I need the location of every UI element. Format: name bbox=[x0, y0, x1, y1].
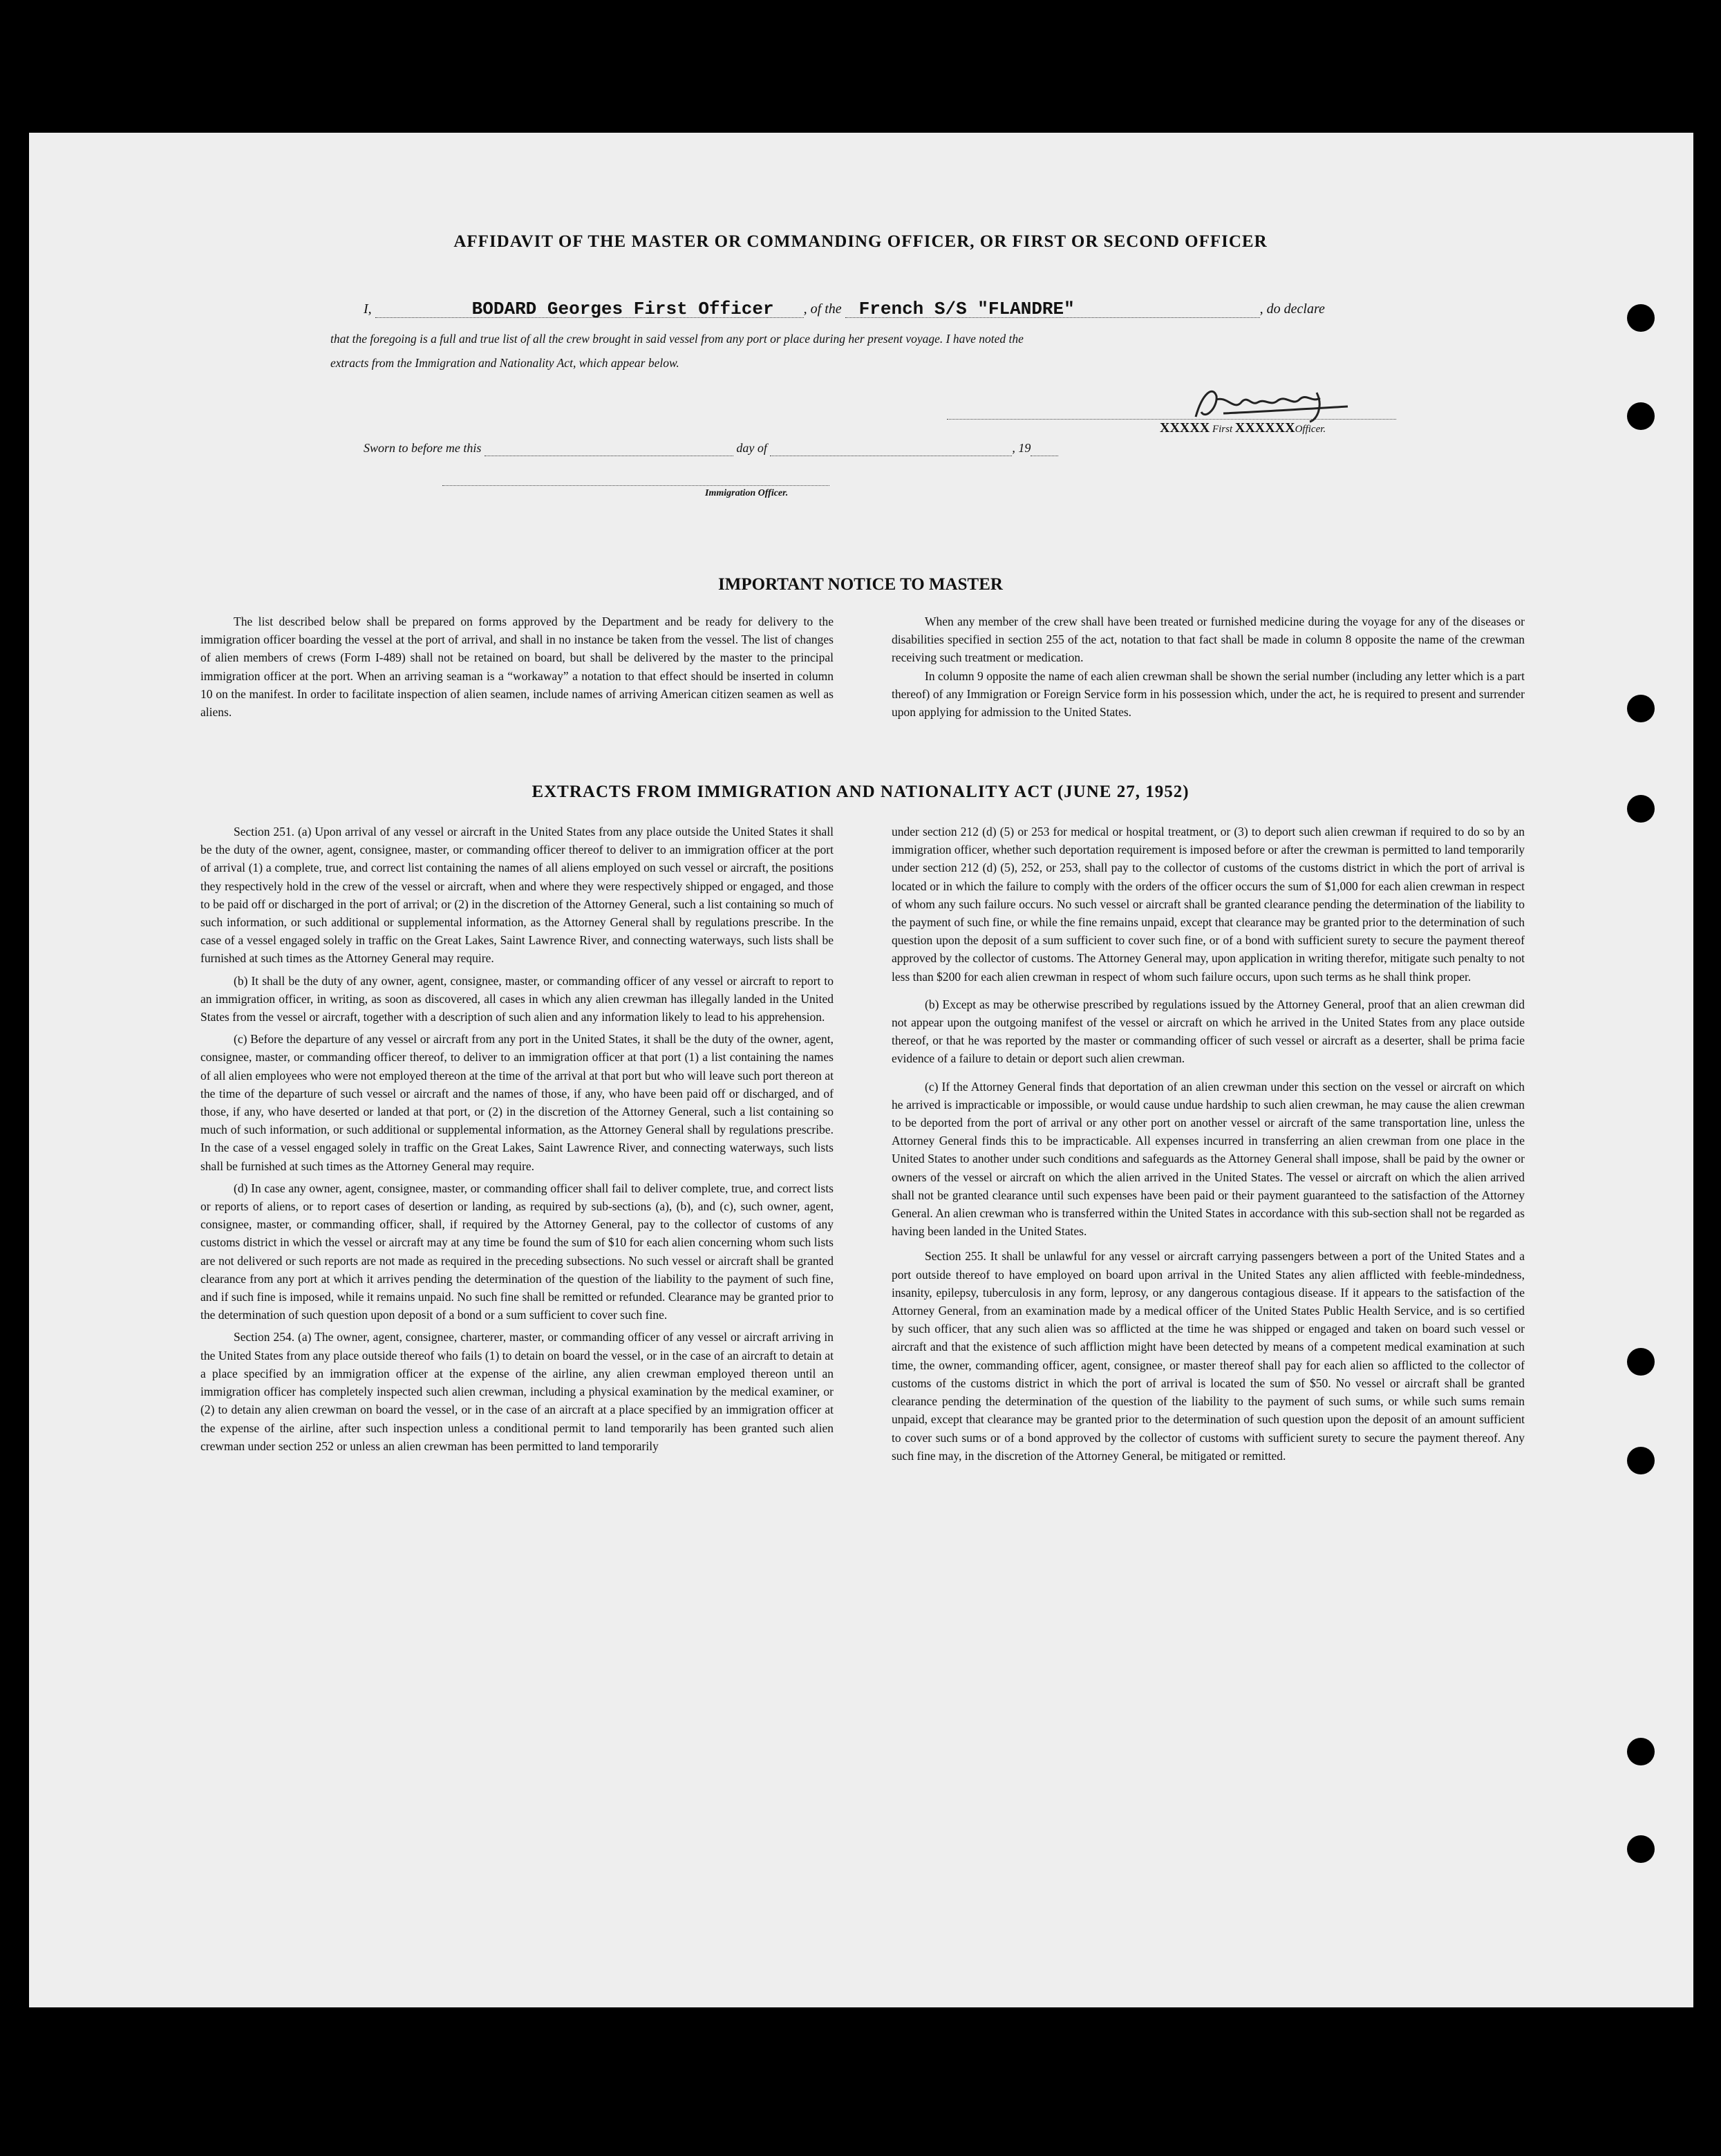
sworn-label: Sworn to before me this bbox=[364, 441, 482, 455]
immigration-officer-label: Immigration Officer. bbox=[705, 488, 789, 498]
extracts-title: EXTRACTS FROM IMMIGRATION AND NATIONALITY ACT (JUNE 27, 1952) bbox=[532, 782, 1189, 801]
officer-label: Officer. bbox=[1295, 424, 1326, 435]
notice-right-paragraph-1: When any member of the crew shall have been treated or furnished medicine during the voyage for any of the diseases or disabilities specified in section 255 of the act, notation to that fact shall be made in column 8 opposite the name of the crewman receiving such treatment or medication. bbox=[892, 615, 1525, 665]
vessel-name: French S/S "FLANDRE" bbox=[858, 299, 1075, 319]
binder-hole bbox=[1627, 1348, 1655, 1376]
declaration-prefix: I, bbox=[364, 301, 372, 317]
section-254-a-continued: under section 212 (d) (5) or 253 for medical or hospital treatment, or (3) to deport such alien crewman if required to do so by an immigration officer, whether such deportation requirement is imposed before or after the crewman is permitted to land temporarily under section 212 (d) (5), 252, or 253, shall pay to the collector of customs of the customs district in which the port of arrival is located or in which the failure to comply with the orders of the officer occurs the sum of $1,000 for each alien crewman in respect of whom any such failure occurs. No such vessel or aircraft shall be granted clearance pending the determination of the liability to the payment of such fine, or while the fine remains unpaid, except that clearance may be granted prior to the determination of such question upon the deposit of a sum sufficient to cover such fine, or of a bond with sufficient surety to secure the payment thereof approved by the collector of customs. The Attorney General may, upon application in writing therefor, mitigate such penalty to not less than $200 for each alien crewman in respect of whom such failure occurs, upon such terms as he shall think proper. bbox=[892, 825, 1525, 984]
year-prefix: 19 bbox=[1018, 441, 1031, 455]
notice-title: IMPORTANT NOTICE TO MASTER bbox=[718, 575, 1003, 594]
declaration-line-3: extracts from the Immigration and Nationality Act, which appear below. bbox=[330, 356, 679, 370]
binder-hole bbox=[1627, 1835, 1655, 1863]
section-251-b: (b) It shall be the duty of any owner, agent, consignee, master, or commanding officer of any vessel or aircraft to report to an immigration officer, in writing, as soon as discovered, all cases in which any alien crewman has illegally landed in the United States from the vessel or aircraft, together with a description of such alien and any information likely to lead to his apprehension. bbox=[200, 973, 834, 1024]
section-254-a: Section 254. (a) The owner, agent, consignee, charterer, master, or commanding officer of any vessel or aircraft arriving in the United States from any place outside thereof who fails (1) to detain on board the vessel, or in the case of an aircraft to detain at a place specified by an immigration officer at the expense of the airline, any alien crewman employed thereon until an immigration officer has completely inspected such alien crewman, including a physical examination by the medical examiner, or (2) to detain any alien crewman on board the vessel, or in the case of an aircraft at a place specified by an immigration officer at the expense of the airline, after such inspection unless a conditional permit to land temporarily has been granted such alien crewman under section 252 or unless an alien crewman has been permitted to land temporarily bbox=[200, 1330, 834, 1453]
declarant-field bbox=[375, 301, 804, 318]
extracts-right-column bbox=[892, 823, 1525, 1465]
section-251-c: (c) Before the departure of any vessel or aircraft from any port in the United States, it shall be the duty of the owner, agent, consignee, master, or commanding officer thereof, to deliver to an immigration officer at that port (1) a list containing the names of all alien employees who were not employed thereon at the time of the arrival at that port but who will leave such port thereon at the time of the departure of such vessel or aircraft and the names of those, if any, who have been paid off or discharged, and of those, if any, who have deserted or landed at that port, or (2) in the discretion of the Attorney General, such a list containing so much of such information, or such additional or supplemental information, as the Attorney General shall by regulations prescribe. In the case of a vessel engaged solely in traffic on the Great Lakes, Saint Lawrence River, and connecting waterways, such lists shall be furnished at such times as the Attorney General may require. bbox=[200, 1032, 834, 1173]
signature-caption bbox=[1160, 420, 1326, 436]
notice-right-paragraph-2: In column 9 opposite the name of each alien crewman shall be shown the serial number (including any letter which is a part thereof) of any Immigration or Foreign Service form in his possession which, under the act, he is required to present and surrender upon applying for admission to the United States. bbox=[892, 668, 1525, 720]
sworn-month-field bbox=[770, 441, 1012, 456]
vessel-field bbox=[845, 301, 1260, 318]
extracts-left-column bbox=[200, 823, 834, 1455]
notice-left-paragraph: The list described below shall be prepared on forms approved by the Department and be ready for delivery to the immigration officer boarding the vessel at the port of arrival, and shall in no instance be taken from the vessel. The list of changes of alien members of crews (Form I-489) shall not be retained on board, but shall be delivered by the master to the principal immigration officer at the port. When an arriving seaman is a “workaway” a notation to that effect should be inserted in column 10 on the manifest. In order to facilitate inspection of alien seamen, include names of arriving American citizen seamen as well as aliens. bbox=[200, 615, 834, 720]
struck-title-right: XXXXXX bbox=[1234, 420, 1295, 435]
section-251-d: (d) In case any owner, agent, consignee, master, or commanding officer shall fail to deliver complete, true, and correct lists or reports of aliens, or to report cases of desertion or landing, as required by sub-sections (a), (b), and (c), such owner, agent, consignee, master, or commanding officer, shall, if required by the Attorney General, pay to the collector of customs of any customs district in which the vessel or aircraft may at any time be found the sum of $10 for each alien concerning whom such lists are not delivered or such reports are not made as required in the preceding subsections. No such vessel or aircraft shall be granted clearance from any port at which it arrives pending the determination of the question of the liability to the payment of such fine, and if such fine is imposed, while it remains unpaid. No such fine shall be remitted or refunded. Clearance may be granted prior to the determination of such question upon deposit of a bond or a sum sufficient to cover such fine. bbox=[200, 1181, 834, 1322]
notice-right-column bbox=[892, 612, 1525, 721]
sworn-day-field bbox=[485, 441, 733, 456]
binder-hole bbox=[1627, 1738, 1655, 1765]
sworn-line: Sworn to before me this day of , 19 bbox=[364, 441, 1058, 456]
notice-left-column bbox=[200, 612, 834, 721]
binder-hole bbox=[1627, 695, 1655, 722]
declaration-line-2: that the foregoing is a full and true list of all the crew brought in said vessel from any port or place during her present voyage. I have noted the bbox=[330, 332, 1024, 346]
section-254-b: (b) Except as may be otherwise prescribed by regulations issued by the Attorney General, proof that an alien crewman did not appear upon the outgoing manifest of the vessel or aircraft on which he arrived in the United States from any place outside thereof, or that he was reported by the master or commanding officer of such vessel or aircraft as a deserter, shall be prima facie evidence of a failure to detain or deport such alien crewman. bbox=[892, 997, 1525, 1066]
affidavit-heading: AFFIDAVIT OF THE MASTER OR COMMANDING OFFICER, OR FIRST OR SECOND OFFICER bbox=[453, 232, 1268, 251]
do-declare-label: do declare bbox=[1266, 301, 1325, 317]
binder-hole bbox=[1627, 1447, 1655, 1474]
declarant-name: BODARD Georges First Officer bbox=[471, 299, 774, 319]
declaration-line-1: I, BODARD Georges First Officer , of the French S/S "FLANDRE" , do declare bbox=[364, 299, 1325, 319]
of-the-label: of the bbox=[810, 301, 842, 317]
struck-title-left: XXXXX bbox=[1160, 420, 1210, 435]
section-251-a: Section 251. (a) Upon arrival of any vessel or aircraft in the United States from any place outside the United States it shall be the duty of the owner, agent, consignee, master, or commanding officer thereof to deliver to an immigration officer at the port of arrival (1) a complete, true, and correct list containing the names of all aliens employed on such vessel or aircraft, the positions they respectively hold in the crew of the vessel or aircraft, when and where they were respectively shipped or engaged, and those to be paid off or discharged in the port of arrival; or (2) in the discretion of the Attorney General, such a list containing so much of such information, or such additional or supplemental information, as the Attorney General shall by regulations prescribe. In the case of a vessel engaged solely in traffic on the Great Lakes, Saint Lawrence River, and connecting waterways, such lists shall be furnished at such times as the Attorney General may require. bbox=[200, 825, 834, 966]
first-label: First bbox=[1212, 424, 1233, 435]
binder-hole bbox=[1627, 402, 1655, 430]
day-of-label: day of bbox=[736, 441, 767, 455]
immigration-officer-line bbox=[442, 485, 829, 486]
section-254-c: (c) If the Attorney General finds that deportation of an alien crewman under this section on the vessel or aircraft on which he arrived is impracticable or impossible, or would cause undue hardship to such alien crewman, he may cause the alien crewman to be deported from the port of arrival or any other port on another vessel or aircraft of the same transportation line, unless the Attorney General finds this to be impracticable. All expenses incurred in transferring an alien crewman from one place in the United States to another under such conditions and safeguards as the Attorney General shall impose, shall be paid by the owner or owners of the vessel or aircraft on which the alien arrived in the United States. The vessel or aircraft on which the alien arrived shall not be granted clearance until such expenses have been paid or their payment guaranteed to the satisfaction of the Attorney General. An alien crewman who is transferred within the United States in accordance with this sub-section shall not be regarded as having been landed in the United States. bbox=[892, 1079, 1525, 1239]
binder-hole bbox=[1627, 304, 1655, 332]
section-255: Section 255. It shall be unlawful for any vessel or aircraft carrying passengers between a port of the United States and a port outside thereof to have employed on board upon arrival in the United States any alien afflicted with feeble-mindedness, insanity, epilepsy, tuberculosis in any form, leprosy, or any dangerous contagious disease. If it appears to the satisfaction of the Attorney General, from an examination made by a medical officer of the United States Public Health Service, and is so certified by such officer, that any such alien was so afflicted at the time he was shipped or engaged and taken on board such vessel or aircraft and that the existence of such affliction might have been detected by means of a competent medical examination at such time, the owner, commanding officer, agent, consignee, or master thereof shall pay for each alien so afflicted to the collector of customs of the customs district in which the port of arrival is located the sum of $50. No vessel or aircraft shall be granted clearance pending the determination of the question of the liability to the payment of such sums, or while such sums remain unpaid, except that clearance may be granted prior to the determination of such question upon the deposit of an amount sufficient to cover such sums or of a bond approved by the collector of customs with sufficient surety to secure the payment thereof. Any such fine may, in the discretion of the Attorney General, be mitigated or remitted. bbox=[892, 1249, 1525, 1463]
sworn-year-field bbox=[1031, 441, 1058, 456]
